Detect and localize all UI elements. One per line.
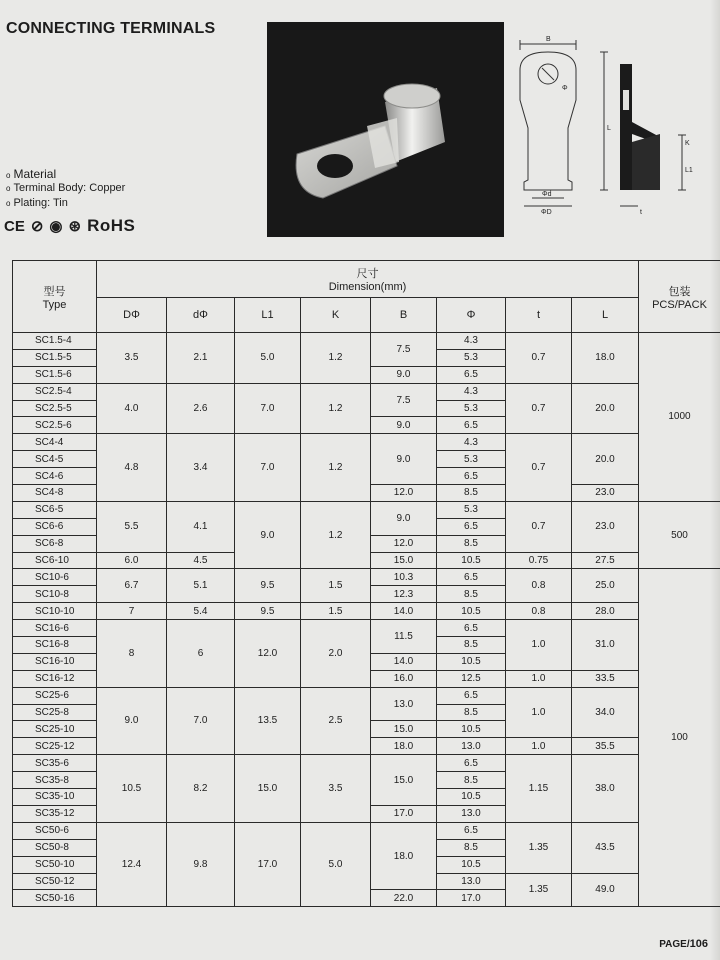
type-cell: SC6-6	[13, 518, 97, 535]
table-cell: 6.5	[437, 569, 506, 586]
table-cell: 5.3	[437, 501, 506, 518]
spec-plating: o Plating: Tin	[6, 197, 68, 209]
table-cell: 23.0	[572, 485, 639, 502]
table-cell: 6.5	[437, 468, 506, 485]
type-cell: SC4-5	[13, 451, 97, 468]
dim-phid-label: Φd	[542, 191, 552, 198]
table-cell: 3.4	[167, 434, 235, 502]
dim-phiD-label: ΦD	[541, 209, 552, 216]
dim-t-label: t	[640, 209, 642, 216]
table-cell: 1.5	[301, 569, 371, 603]
table-cell: 4.0	[97, 383, 167, 434]
page-title: CONNECTING TERMINALS	[6, 20, 216, 37]
type-cell: SC50-6	[13, 822, 97, 839]
table-cell: 4.3	[437, 434, 506, 451]
table-cell: 7.0	[167, 687, 235, 755]
table-cell: 6.5	[437, 687, 506, 704]
table-cell: 17.0	[437, 890, 506, 907]
table-cell: 1.35	[506, 873, 572, 907]
spec-body: o Terminal Body: Copper	[6, 182, 126, 194]
table-row	[13, 687, 720, 704]
table-cell: 0.75	[506, 552, 572, 569]
dim-k-label: K	[685, 140, 690, 147]
table-cell: 18.0	[371, 738, 437, 755]
table-cell: 13.0	[371, 687, 437, 721]
table-cell: 15.0	[235, 755, 301, 823]
table-cell: 2.1	[167, 333, 235, 384]
table-cell: 8.5	[437, 485, 506, 502]
type-cell: SC25-6	[13, 687, 97, 704]
table-cell: 6.0	[97, 552, 167, 569]
table-cell: 12.3	[371, 586, 437, 603]
table-row	[13, 603, 720, 620]
table-cell: 3.5	[97, 333, 167, 384]
table-cell: 5.3	[437, 400, 506, 417]
table-cell: 15.0	[371, 552, 437, 569]
col-phi: Φ	[437, 298, 506, 333]
type-cell: SC50-8	[13, 839, 97, 856]
type-cell: SC6-8	[13, 535, 97, 552]
col-K: K	[301, 298, 371, 333]
type-cell: SC4-8	[13, 485, 97, 502]
table-cell: 7.5	[371, 333, 437, 367]
table-cell: 9.5	[235, 569, 301, 603]
table-cell: 33.5	[572, 670, 639, 687]
type-cell: SC6-5	[13, 501, 97, 518]
table-cell: 9.0	[371, 366, 437, 383]
table-cell: 10.5	[437, 653, 506, 670]
table-cell: 12.4	[97, 822, 167, 906]
type-cell: SC50-10	[13, 856, 97, 873]
type-cell: SC1.5-5	[13, 349, 97, 366]
table-cell: 11.5	[371, 620, 437, 654]
table-cell: 22.0	[371, 890, 437, 907]
table-cell: 13.5	[235, 687, 301, 755]
type-cell: SC2.5-6	[13, 417, 97, 434]
table-cell: 18.0	[572, 333, 639, 384]
table-cell: 9.0	[371, 501, 437, 535]
table-cell: 15.0	[371, 755, 437, 806]
table-cell: 10.5	[437, 552, 506, 569]
type-cell: SC50-16	[13, 890, 97, 907]
ce-mark-icon: CE	[4, 217, 25, 235]
table-cell: 23.0	[572, 501, 639, 552]
type-cell: SC35-8	[13, 772, 97, 789]
table-cell: 28.0	[572, 603, 639, 620]
table-cell: 1000	[639, 333, 720, 502]
dim-b-label: B	[546, 36, 551, 43]
dim-l-label: L	[607, 125, 611, 132]
col-L: L	[572, 298, 639, 333]
type-cell: SC10-10	[13, 603, 97, 620]
type-cell: SC50-12	[13, 873, 97, 890]
type-cell: SC10-8	[13, 586, 97, 603]
table-cell: 4.3	[437, 383, 506, 400]
col-t: t	[506, 298, 572, 333]
table-cell: 5.3	[437, 349, 506, 366]
table-cell: 12.0	[371, 485, 437, 502]
type-cell: SC35-12	[13, 805, 97, 822]
table-cell: 6.5	[437, 366, 506, 383]
table-cell: 14.0	[371, 653, 437, 670]
table-cell: 2.5	[301, 687, 371, 755]
type-cell: SC2.5-4	[13, 383, 97, 400]
cert-badge-icon: ◉	[49, 218, 63, 235]
type-cell: SC25-8	[13, 704, 97, 721]
type-cell: SC35-10	[13, 789, 97, 806]
table-cell: 10.5	[97, 755, 167, 823]
table-row	[13, 501, 720, 518]
col-B: B	[371, 298, 437, 333]
table-cell: 43.5	[572, 822, 639, 873]
type-cell: SC16-10	[13, 653, 97, 670]
table-cell: 7.5	[371, 383, 437, 417]
type-cell: SC25-10	[13, 721, 97, 738]
table-cell: 20.0	[572, 434, 639, 485]
table-cell: 0.7	[506, 333, 572, 384]
type-cell: SC4-4	[13, 434, 97, 451]
type-cell: SC16-8	[13, 637, 97, 654]
col-d: dΦ	[167, 298, 235, 333]
table-cell: 9.8	[167, 822, 235, 906]
col-D: DΦ	[97, 298, 167, 333]
table-cell: 3.5	[301, 755, 371, 823]
page-number: PAGE/106	[659, 938, 708, 950]
table-row	[13, 333, 720, 350]
table-row	[13, 755, 720, 772]
table-cell: 12.5	[437, 670, 506, 687]
certification-logos	[4, 216, 135, 236]
table-row	[13, 620, 720, 637]
table-cell: 34.0	[572, 687, 639, 738]
table-cell: 6.5	[437, 417, 506, 434]
table-cell: 7.0	[235, 383, 301, 434]
table-cell: 9.0	[97, 687, 167, 755]
table-cell: 8.2	[167, 755, 235, 823]
table-cell: 1.2	[301, 434, 371, 502]
pack-header: 包装 PCS/PACK	[639, 261, 720, 333]
table-cell: 8.5	[437, 586, 506, 603]
table-cell: 1.15	[506, 755, 572, 823]
table-cell: 1.5	[301, 603, 371, 620]
table-cell: 6.5	[437, 518, 506, 535]
table-cell: 9.0	[371, 417, 437, 434]
rohs-mark: RoHS	[87, 216, 136, 235]
table-cell: 10.5	[437, 721, 506, 738]
table-cell: 8.5	[437, 535, 506, 552]
table-cell: 8.5	[437, 839, 506, 856]
table-cell: 16.0	[371, 670, 437, 687]
table-cell: 5.3	[437, 451, 506, 468]
table-cell: 0.7	[506, 383, 572, 434]
cert-seal-icon: ⊛	[68, 218, 82, 235]
type-cell: SC4-6	[13, 468, 97, 485]
table-cell: 2.0	[301, 620, 371, 688]
dimension-header: 尺寸 Dimension(mm)	[97, 261, 639, 298]
table-cell: 1.0	[506, 738, 572, 755]
cert-circle-icon: ⊘	[30, 218, 44, 235]
table-cell: 13.0	[437, 805, 506, 822]
table-cell: 10.5	[437, 856, 506, 873]
table-cell: 5.0	[301, 822, 371, 906]
col-L1: L1	[235, 298, 301, 333]
table-cell: 9.0	[371, 434, 437, 485]
table-cell: 4.8	[97, 434, 167, 502]
table-cell: 17.0	[371, 805, 437, 822]
table-cell: 6	[167, 620, 235, 688]
table-cell: 1.0	[506, 687, 572, 738]
table-cell: 0.8	[506, 569, 572, 603]
table-cell: 1.0	[506, 620, 572, 671]
table-cell: 5.1	[167, 569, 235, 603]
table-cell: 13.0	[437, 738, 506, 755]
table-cell: 27.5	[572, 552, 639, 569]
table-cell: 7.0	[235, 434, 301, 502]
table-cell: 1.0	[506, 670, 572, 687]
table-cell: 9.0	[235, 501, 301, 569]
type-cell: SC2.5-5	[13, 400, 97, 417]
table-cell: 1.35	[506, 822, 572, 873]
table-cell: 0.7	[506, 501, 572, 552]
table-cell: 12.0	[235, 620, 301, 688]
type-cell: SC1.5-4	[13, 333, 97, 350]
dim-l1-label: L1	[685, 167, 693, 174]
spec-material: o Material	[6, 167, 57, 181]
table-cell: 5.4	[167, 603, 235, 620]
table-cell: 10.5	[437, 789, 506, 806]
table-row	[13, 569, 720, 586]
table-cell: 20.0	[572, 383, 639, 434]
table-cell: 1.2	[301, 383, 371, 434]
table-cell: 8	[97, 620, 167, 688]
table-cell: 12.0	[371, 535, 437, 552]
table-cell: 4.5	[167, 552, 235, 569]
table-cell: 8.5	[437, 704, 506, 721]
table-cell: 4.1	[167, 501, 235, 552]
table-cell: 0.8	[506, 603, 572, 620]
table-cell: 6.5	[437, 822, 506, 839]
table-cell: 17.0	[235, 822, 301, 906]
table-cell: 2.6	[167, 383, 235, 434]
table-cell: 10.3	[371, 569, 437, 586]
table-cell: 9.5	[235, 603, 301, 620]
table-cell: 6.7	[97, 569, 167, 603]
table-cell: 5.5	[97, 501, 167, 552]
table-row	[13, 434, 720, 451]
type-cell: SC10-6	[13, 569, 97, 586]
type-cell: SC1.5-6	[13, 366, 97, 383]
type-cell: SC35-6	[13, 755, 97, 772]
terminal-photo	[267, 22, 504, 237]
technical-drawing	[508, 30, 698, 230]
table-cell: 13.0	[437, 873, 506, 890]
table-cell: 35.5	[572, 738, 639, 755]
table-row	[13, 383, 720, 400]
dimension-table	[12, 260, 720, 907]
table-cell: 500	[639, 501, 720, 569]
type-cell: SC16-12	[13, 670, 97, 687]
table-cell: 8.5	[437, 772, 506, 789]
type-cell: SC16-6	[13, 620, 97, 637]
table-cell: 1.2	[301, 333, 371, 384]
type-cell: SC6-10	[13, 552, 97, 569]
type-header: 型号 Type	[13, 261, 97, 333]
table-cell: 100	[639, 569, 720, 907]
table-cell: 31.0	[572, 620, 639, 671]
table-cell: 8.5	[437, 637, 506, 654]
table-cell: 18.0	[371, 822, 437, 890]
table-cell: 5.0	[235, 333, 301, 384]
table-cell: 7	[97, 603, 167, 620]
table-cell: 1.2	[301, 501, 371, 569]
table-cell: 14.0	[371, 603, 437, 620]
table-cell: 4.3	[437, 333, 506, 350]
table-cell: 49.0	[572, 873, 639, 907]
type-cell: SC25-12	[13, 738, 97, 755]
table-cell: 38.0	[572, 755, 639, 823]
table-cell: 10.5	[437, 603, 506, 620]
table-cell: 0.7	[506, 434, 572, 502]
table-cell: 6.5	[437, 755, 506, 772]
table-row	[13, 822, 720, 839]
table-cell: 6.5	[437, 620, 506, 637]
table-cell: 15.0	[371, 721, 437, 738]
table-cell: 25.0	[572, 569, 639, 603]
dim-phi-label: Φ	[562, 85, 568, 92]
